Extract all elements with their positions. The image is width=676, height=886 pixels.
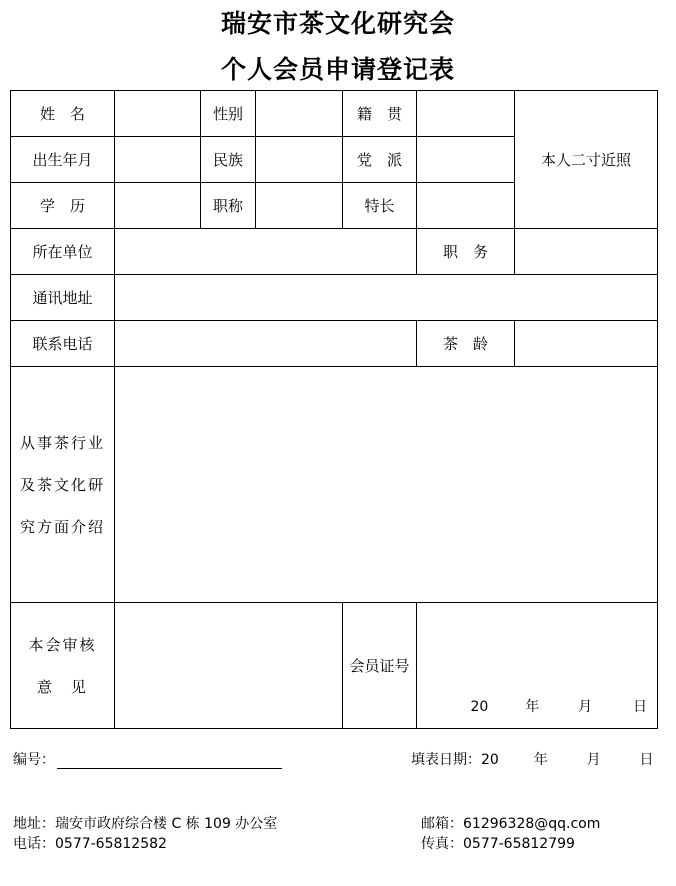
party-label: 党 派: [343, 137, 417, 183]
native-place-field[interactable]: [417, 91, 515, 137]
tea-age-field[interactable]: [515, 321, 658, 367]
review-date-month-unit: 月: [578, 699, 593, 715]
contact-fax: 传真：0577-65812799: [421, 836, 575, 852]
photo-label: 本人二寸近照: [540, 151, 631, 169]
name-field[interactable]: [115, 91, 201, 137]
education-field[interactable]: [115, 183, 201, 229]
specialty-field[interactable]: [417, 183, 515, 229]
phone-label: 联系电话: [11, 321, 115, 367]
review-date-day-unit: 日: [633, 699, 647, 715]
native-place-label: 籍 贯: [343, 91, 417, 137]
fill-date-label: 填表日期：20: [411, 752, 499, 768]
ethnic-field[interactable]: [256, 137, 343, 183]
address-label: 通讯地址: [11, 275, 115, 321]
phone-field[interactable]: [115, 321, 417, 367]
review-label-line-2: 意 见: [36, 677, 88, 696]
name-label: 姓 名: [11, 91, 115, 137]
employer-field[interactable]: [115, 229, 417, 275]
address-field[interactable]: [115, 275, 658, 321]
contact-phone: 电话：0577-65812582: [13, 836, 167, 852]
professional-title-field[interactable]: [256, 183, 343, 229]
intro-label-line-1: 从事茶行业: [19, 433, 105, 452]
tea-age-label: 茶 龄: [417, 321, 515, 367]
gender-field[interactable]: [256, 91, 343, 137]
photo-box[interactable]: [515, 91, 658, 229]
contact-address: 地址：瑞安市政府综合楼 C 栋 109 办公室: [13, 816, 278, 832]
serial-number-field[interactable]: [57, 754, 282, 769]
gender-label: 性别: [201, 91, 256, 137]
birth-field[interactable]: [115, 137, 201, 183]
fill-date-year-unit: 年: [533, 752, 548, 768]
intro-label-line-3: 究方面介绍: [19, 517, 105, 536]
review-date-year-unit: 年: [525, 699, 540, 715]
review-date-year: 20: [470, 699, 489, 715]
fill-date-day-unit: 日: [639, 752, 654, 768]
intro-label-line-2: 及茶文化研: [19, 475, 105, 494]
ethnic-label: 民族: [201, 137, 256, 183]
specialty-label: 特长: [343, 183, 417, 229]
professional-title-label: 职称: [201, 183, 256, 229]
member-no-label: 会员证号: [343, 603, 417, 729]
fill-date-row: [411, 749, 654, 769]
education-label: 学 历: [11, 183, 115, 229]
fill-date-month-unit: 月: [586, 752, 601, 768]
member-no-field[interactable]: [417, 603, 658, 729]
intro-label: [11, 367, 115, 603]
review-label: [11, 603, 115, 729]
contact-email: 邮箱：61296328@qq.com: [421, 816, 601, 832]
form-title-line-1: 瑞安市茶文化研究会: [220, 9, 455, 38]
review-opinion-field[interactable]: [115, 603, 343, 729]
review-date: [417, 696, 657, 728]
registration-form-table: [10, 90, 658, 729]
intro-field[interactable]: [115, 367, 658, 603]
serial-number-row: [13, 749, 282, 769]
position-field[interactable]: [515, 229, 658, 275]
employer-label: 所在单位: [11, 229, 115, 275]
review-label-line-1: 本会审核: [28, 635, 97, 654]
form-title-line-2: 个人会员申请登记表: [220, 55, 455, 84]
party-field[interactable]: [417, 137, 515, 183]
position-label: 职 务: [417, 229, 515, 275]
serial-label: 编号：: [13, 752, 55, 768]
birth-label: 出生年月: [11, 137, 115, 183]
